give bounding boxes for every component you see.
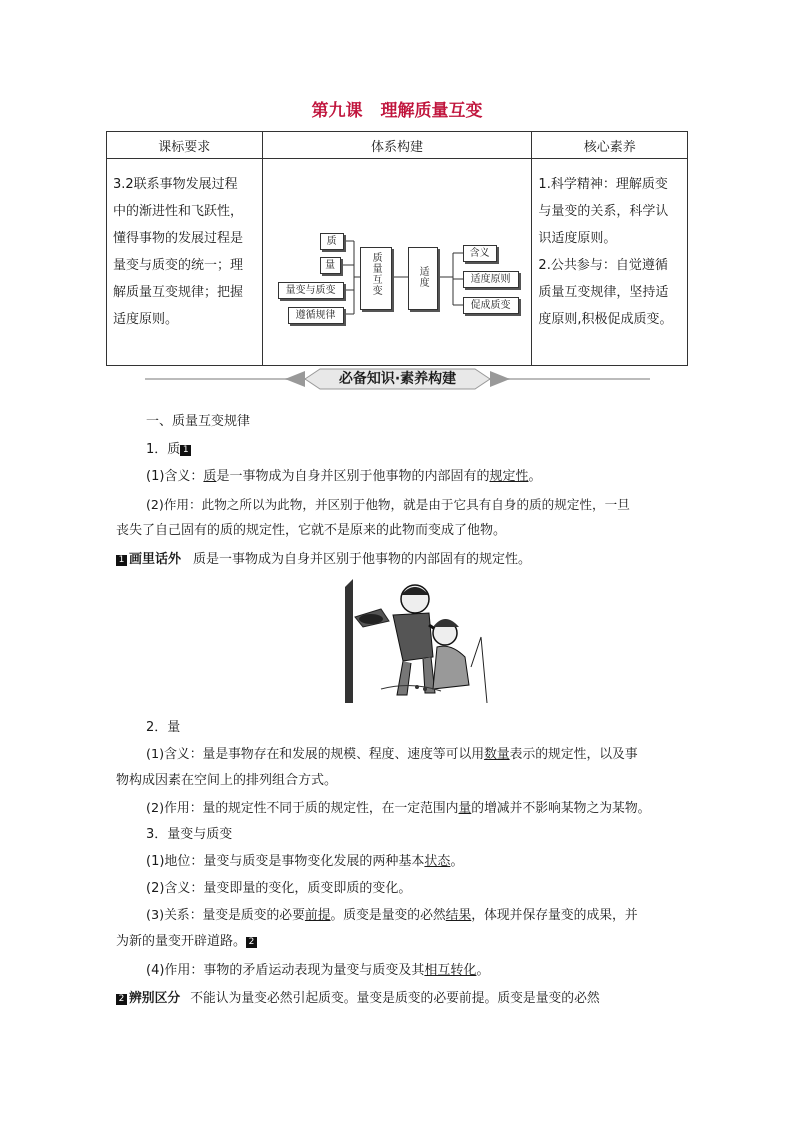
diagram-promote: 促成质变 (463, 297, 519, 314)
req-line: 适度原则。 (113, 312, 179, 327)
cartoon-illustration (341, 577, 489, 703)
diagram-quantity: 量 (320, 257, 341, 274)
diagram-center: 质量互变 (360, 247, 392, 310)
literacy-line: 2.公共参与：自觉遵循 (538, 258, 668, 273)
literacy-line: 与量变的关系，科学认 (538, 204, 669, 219)
req-line: 解质量互变规律；把握 (113, 285, 244, 300)
diagram-principle: 适度原则 (463, 271, 519, 288)
requirements-cell (107, 159, 263, 366)
req-line: 中的渐进性和飞跃性， (113, 204, 244, 219)
diagram-follow-law: 遵循规律 (288, 307, 344, 324)
req-line: 懂得事物的发展过程是 (113, 231, 244, 246)
change-status: (1)地位：量变与质变是事物变化发展的两种基本状态。 (146, 854, 464, 869)
diagram-meaning: 含义 (463, 245, 497, 262)
req-line: 量变与质变的统一；理 (113, 258, 244, 273)
header-literacy: 核心素养 (532, 132, 688, 159)
req-line: 3.2联系事物发展过程 (113, 177, 238, 192)
overview-table (106, 131, 688, 366)
subheading-quality: 1．质 1 (146, 437, 686, 463)
header-system: 体系构建 (262, 132, 532, 159)
diagram-moderation: 适度 (408, 247, 438, 310)
diagram-change: 量变与质变 (278, 282, 344, 299)
header-requirements: 课标要求 (107, 132, 263, 159)
note-marker-2: 2 (246, 937, 257, 948)
note-picture: 1 画里话外 质是一事物成为自身并区别于他事物的内部固有的规定性。 (116, 547, 656, 573)
change-function: (4)作用：事物的矛盾运动表现为量变与质变及其相互转化。 (146, 963, 490, 978)
subheading-quantity: 2．量 (146, 720, 181, 735)
diagram-quality: 质 (320, 233, 344, 250)
literacy-cell (532, 159, 688, 366)
note-distinguish: 2 辨别区分 不能认为量变必然引起质变。量变是质变的必要前提。质变是量变的必然 (116, 986, 686, 1012)
change-relation: (3)关系：量变是质变的必要前提。质变是量变的必然结果，体现并保存量变的成果，并 为新的量变开辟道路。 2 (116, 908, 638, 949)
change-meaning: (2)含义：量变即量的变化，质变即质的变化。 (146, 881, 412, 896)
system-diagram-cell (262, 159, 532, 366)
quantity-function: (2)作用：量的规定性不同于质的规定性，在一定范围内量的增减并不影响某物之为某物。 (146, 801, 651, 816)
section-heading: 一、质量互变规律 (146, 414, 251, 429)
subheading-change: 3．量变与质变 (146, 827, 233, 842)
note-marker-1: 1 (180, 445, 191, 456)
literacy-line: 识适度原则。 (538, 231, 617, 246)
section-banner: 必备知识·素养构建 (145, 366, 650, 392)
quality-definition: (1)含义：质是一事物成为自身并区别于他事物的内部固有的规定性。 (146, 469, 542, 484)
quality-function: (2)作用：此物之所以为此物，并区别于他物，就是由于它具有自身的质的规定性，一旦 丧失了自己固有的质的规定性，它就不是原来的此物而变成了他物。 (116, 497, 630, 538)
literacy-line: 度原则,积极促成质变。 (538, 312, 673, 327)
literacy-line: 质量互变规律，坚持适 (538, 285, 669, 300)
page-title: 第九课 理解质量互变 (311, 101, 483, 121)
quantity-definition: (1)含义：量是事物存在和发展的规模、程度、速度等可以用数量表示的规定性，以及事 物构成因素在空间上的排列组合方式。 (116, 747, 638, 788)
literacy-line: 1.科学精神：理解质变 (538, 177, 668, 192)
